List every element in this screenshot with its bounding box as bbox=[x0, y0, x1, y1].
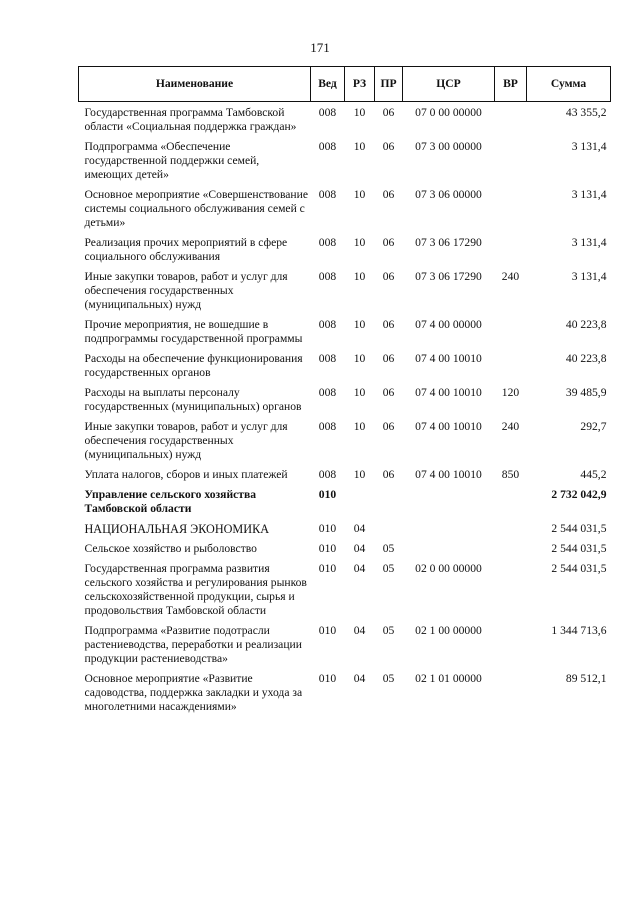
cell-name: Сельское хозяйство и рыболовство bbox=[84, 542, 257, 555]
cell-vr bbox=[495, 562, 527, 624]
page-number: 171 bbox=[310, 40, 330, 55]
cell-rz bbox=[345, 488, 375, 522]
cell-name: Управление сельского хозяйства Тамбовской области bbox=[84, 488, 257, 515]
cell-rz: 10 bbox=[353, 236, 366, 249]
cell-ved: 008 bbox=[318, 352, 337, 365]
cell-rz: 04 bbox=[353, 624, 366, 637]
cell-name: Расходы на обеспечение функционирования государственных органов bbox=[84, 352, 303, 379]
cell-pr: 06 bbox=[382, 140, 395, 153]
table-row bbox=[79, 522, 611, 542]
table-row bbox=[79, 672, 611, 720]
cell-csr: 02 0 00 00000 bbox=[415, 562, 482, 575]
cell-rz: 10 bbox=[353, 270, 366, 283]
cell-ved: 008 bbox=[318, 236, 337, 249]
cell-pr bbox=[375, 522, 403, 542]
cell-vr bbox=[495, 318, 527, 352]
cell-ved: 010 bbox=[318, 672, 337, 685]
cell-vr bbox=[495, 236, 527, 270]
cell-name: Государственная программа Тамбовской области «Социальная поддержка граждан» bbox=[84, 106, 297, 133]
cell-pr: 06 bbox=[382, 468, 395, 481]
cell-csr: 02 1 00 00000 bbox=[415, 624, 482, 637]
cell-pr bbox=[375, 488, 403, 522]
cell-vr: 240 bbox=[501, 270, 520, 283]
cell-name: Государственная программа развития сельского хозяйства и регулирования рынков сельскохозяйственной продукции, сырья и продовольствия Тамбовской области bbox=[84, 562, 307, 617]
cell-csr bbox=[403, 488, 495, 522]
cell-name: Иные закупки товаров, работ и услуг для обеспечения государственных (муниципальных) нужд bbox=[84, 270, 288, 311]
header-rz: РЗ bbox=[345, 67, 375, 102]
table-row bbox=[79, 236, 611, 270]
cell-vr bbox=[495, 672, 527, 720]
cell-rz: 10 bbox=[353, 318, 366, 331]
header-pr: ПР bbox=[375, 67, 403, 102]
cell-ved: 010 bbox=[318, 624, 337, 637]
cell-ved: 008 bbox=[318, 386, 337, 399]
cell-sum: 89 512,1 bbox=[565, 672, 607, 685]
table-row bbox=[79, 270, 611, 318]
cell-ved: 008 bbox=[318, 140, 337, 153]
cell-csr: 07 4 00 10010 bbox=[415, 420, 482, 433]
cell-ved: 008 bbox=[318, 420, 337, 433]
cell-vr: 850 bbox=[501, 468, 520, 481]
cell-pr: 06 bbox=[382, 270, 395, 283]
cell-csr: 07 4 00 10010 bbox=[415, 468, 482, 481]
cell-sum: 40 223,8 bbox=[565, 318, 607, 331]
cell-pr: 05 bbox=[382, 542, 395, 555]
cell-vr bbox=[495, 352, 527, 386]
cell-name: Расходы на выплаты персоналу государственных (муниципальных) органов bbox=[84, 386, 302, 413]
cell-sum: 292,7 bbox=[580, 420, 607, 433]
cell-rz: 10 bbox=[353, 106, 366, 119]
cell-name: Реализация прочих мероприятий в сфере социального обслуживания bbox=[84, 236, 288, 263]
cell-pr: 05 bbox=[382, 562, 395, 575]
table-row bbox=[79, 102, 611, 141]
cell-pr: 06 bbox=[382, 420, 395, 433]
cell-ved: 010 bbox=[318, 542, 337, 555]
cell-ved: 008 bbox=[318, 188, 337, 201]
cell-rz: 10 bbox=[353, 188, 366, 201]
cell-ved: 010 bbox=[318, 488, 337, 501]
cell-csr: 07 4 00 10010 bbox=[415, 352, 482, 365]
cell-name: Подпрограмма «Развитие подотрасли растениеводства, переработки и реализации продукции растениеводства» bbox=[84, 624, 302, 665]
header-csr: ЦСР bbox=[403, 67, 495, 102]
cell-sum: 3 131,4 bbox=[571, 270, 607, 283]
cell-sum: 2 544 031,5 bbox=[551, 522, 607, 535]
table-row bbox=[79, 140, 611, 188]
cell-pr: 06 bbox=[382, 318, 395, 331]
cell-ved: 008 bbox=[318, 318, 337, 331]
cell-pr: 06 bbox=[382, 236, 395, 249]
cell-csr: 07 4 00 00000 bbox=[415, 318, 482, 331]
cell-vr: 120 bbox=[501, 386, 520, 399]
cell-vr bbox=[495, 102, 527, 141]
cell-vr bbox=[495, 542, 527, 562]
cell-csr: 07 0 00 00000 bbox=[415, 106, 482, 119]
cell-rz: 04 bbox=[353, 522, 366, 535]
cell-sum: 40 223,8 bbox=[565, 352, 607, 365]
cell-csr: 02 1 01 00000 bbox=[415, 672, 482, 685]
cell-sum: 2 732 042,9 bbox=[551, 488, 607, 501]
cell-pr: 06 bbox=[382, 386, 395, 399]
cell-sum: 3 131,4 bbox=[571, 188, 607, 201]
cell-rz: 04 bbox=[353, 542, 366, 555]
table-row bbox=[79, 386, 611, 420]
cell-sum: 43 355,2 bbox=[565, 106, 607, 119]
cell-pr: 06 bbox=[382, 352, 395, 365]
cell-rz: 10 bbox=[353, 420, 366, 433]
cell-csr bbox=[403, 522, 495, 542]
cell-csr: 07 4 00 10010 bbox=[415, 386, 482, 399]
cell-csr: 07 3 06 00000 bbox=[415, 188, 482, 201]
cell-csr: 07 3 00 00000 bbox=[415, 140, 482, 153]
cell-sum: 3 131,4 bbox=[571, 140, 607, 153]
cell-vr bbox=[495, 140, 527, 188]
cell-rz: 10 bbox=[353, 352, 366, 365]
cell-rz: 10 bbox=[353, 468, 366, 481]
cell-pr: 05 bbox=[382, 624, 395, 637]
cell-csr: 07 3 06 17290 bbox=[415, 236, 482, 249]
table-row bbox=[79, 352, 611, 386]
cell-rz: 10 bbox=[353, 386, 366, 399]
header-ved: Вед bbox=[311, 67, 345, 102]
cell-rz: 04 bbox=[353, 562, 366, 575]
cell-sum: 445,2 bbox=[580, 468, 607, 481]
cell-sum: 1 344 713,6 bbox=[551, 624, 607, 637]
cell-vr bbox=[495, 488, 527, 522]
cell-vr bbox=[495, 188, 527, 236]
cell-name: НАЦИОНАЛЬНАЯ ЭКОНОМИКА bbox=[84, 522, 269, 536]
budget-table bbox=[78, 66, 611, 720]
cell-ved: 008 bbox=[318, 270, 337, 283]
table-row bbox=[79, 542, 611, 562]
header-name: Наименование bbox=[79, 67, 311, 102]
table-row bbox=[79, 562, 611, 624]
cell-pr: 06 bbox=[382, 106, 395, 119]
cell-rz: 04 bbox=[353, 672, 366, 685]
table-row bbox=[79, 488, 611, 522]
cell-name: Прочие мероприятия, не вошедшие в подпрограммы государственной программы bbox=[84, 318, 303, 345]
cell-name: Уплата налогов, сборов и иных платежей bbox=[84, 468, 288, 481]
table-row bbox=[79, 468, 611, 488]
table-header-row bbox=[79, 67, 611, 102]
cell-ved: 008 bbox=[318, 106, 337, 119]
cell-pr: 05 bbox=[382, 672, 395, 685]
table-row bbox=[79, 188, 611, 236]
cell-ved: 010 bbox=[318, 562, 337, 575]
cell-sum: 2 544 031,5 bbox=[551, 542, 607, 555]
cell-vr: 240 bbox=[501, 420, 520, 433]
cell-name: Иные закупки товаров, работ и услуг для обеспечения государственных (муниципальных) нужд bbox=[84, 420, 288, 461]
cell-sum: 2 544 031,5 bbox=[551, 562, 607, 575]
header-vr: ВР bbox=[495, 67, 527, 102]
table-row bbox=[79, 318, 611, 352]
cell-sum: 39 485,9 bbox=[565, 386, 607, 399]
cell-rz: 10 bbox=[353, 140, 366, 153]
cell-pr: 06 bbox=[382, 188, 395, 201]
cell-name: Основное мероприятие «Развитие садоводства, поддержка закладки и ухода за многолетними насаждениями» bbox=[84, 672, 303, 713]
cell-ved: 010 bbox=[318, 522, 337, 535]
cell-name: Подпрограмма «Обеспечение государственной поддержки семей, имеющих детей» bbox=[84, 140, 260, 181]
cell-name: Основное мероприятие «Совершенствование системы социального обслуживания семей с детьми» bbox=[84, 188, 308, 229]
cell-sum: 3 131,4 bbox=[571, 236, 607, 249]
cell-csr: 07 3 06 17290 bbox=[415, 270, 482, 283]
table-row bbox=[79, 624, 611, 672]
cell-vr bbox=[495, 522, 527, 542]
table-row bbox=[79, 420, 611, 468]
cell-ved: 008 bbox=[318, 468, 337, 481]
cell-csr bbox=[403, 542, 495, 562]
cell-vr bbox=[495, 624, 527, 672]
header-sum: Сумма bbox=[527, 67, 611, 102]
